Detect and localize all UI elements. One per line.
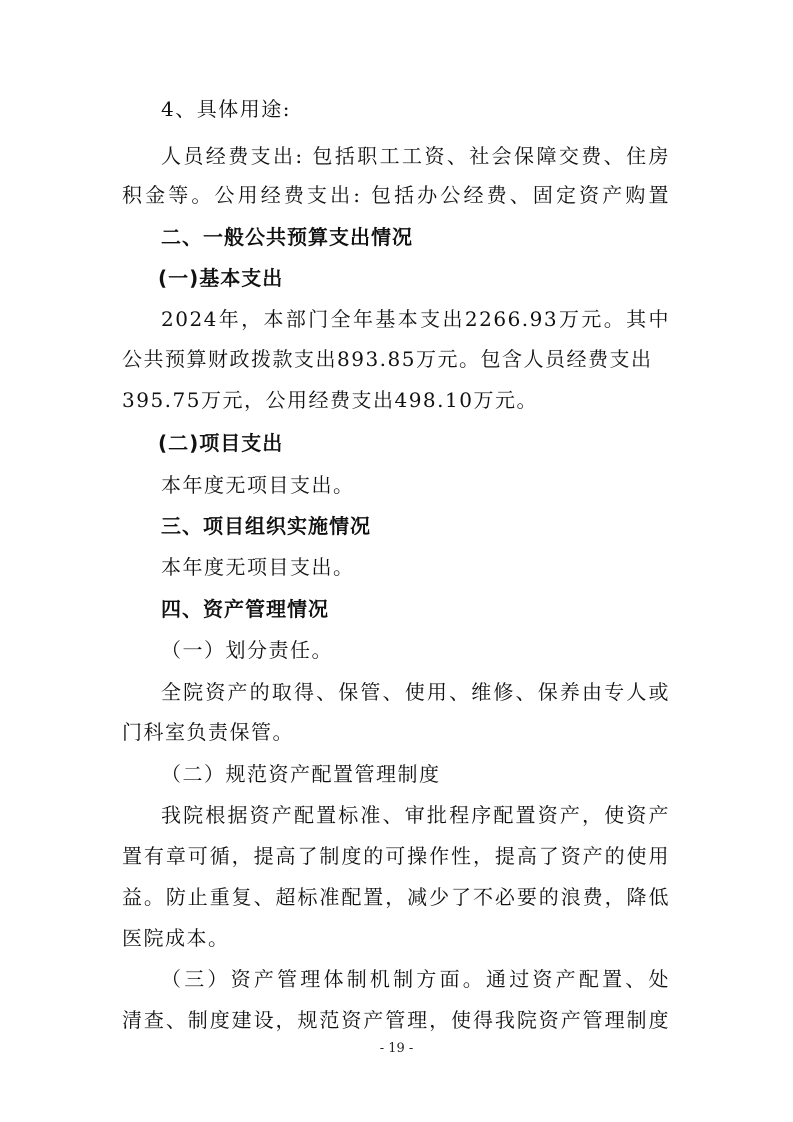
paragraph-line: 人员经费支出: 包括职工工资、社会保障交费、住房 <box>161 144 670 168</box>
paragraph-line: 本年度无项目支出。 <box>161 555 355 579</box>
section-heading-project-implementation: 三、项目组织实施情况 <box>161 514 371 538</box>
page-number: - 19 - <box>379 1041 414 1056</box>
paragraph-line: 医院成本。 <box>122 926 230 950</box>
paragraph-line: 本年度无项目支出。 <box>161 473 355 497</box>
section-heading-asset-management: 四、资产管理情况 <box>161 597 329 621</box>
subsection-heading-basic-expenditure: (一)基本支出 <box>158 266 284 290</box>
paragraph-line: 全院资产的取得、保管、使用、维修、保养由专人或 <box>161 680 670 704</box>
paragraph-line: （三）资产管理体制机制方面。通过资产配置、处 <box>161 967 670 991</box>
section-heading-general-budget: 二、一般公共预算支出情况 <box>161 225 413 249</box>
paragraph-line: 置有章可循，提高了制度的可操作性，提高了资产的使用 <box>122 844 670 868</box>
item-heading-specific-use: 4、具体用途: <box>161 97 291 121</box>
paragraph-line: 益。防止重复、超标准配置，减少了不必要的浪费，降低 <box>122 885 670 909</box>
paragraph-line: 积金等。公用经费支出: 包括办公经费、固定资产购置 <box>122 183 670 207</box>
paragraph-line: 2024年，本部门全年基本支出2266.93万元。其中 <box>161 307 670 331</box>
paragraph-line: 395.75万元，公用经费支出498.10万元。 <box>122 388 538 412</box>
paragraph-line: 我院根据资产配置标准、审批程序配置资产，使资产 <box>161 803 670 827</box>
subsection-heading-asset-allocation: （二）规范资产配置管理制度 <box>161 762 441 786</box>
paragraph-line: 公共预算财政拨款支出893.85万元。包含人员经费支出 <box>122 347 653 371</box>
paragraph-line: 门科室负责保管。 <box>122 720 294 744</box>
paragraph-line: 清查、制度建设，规范资产管理，使得我院资产管理制度 <box>122 1008 670 1032</box>
subsection-heading-responsibility: （一）划分责任。 <box>161 638 333 662</box>
subsection-heading-project-expenditure: (二)项目支出 <box>158 431 284 455</box>
